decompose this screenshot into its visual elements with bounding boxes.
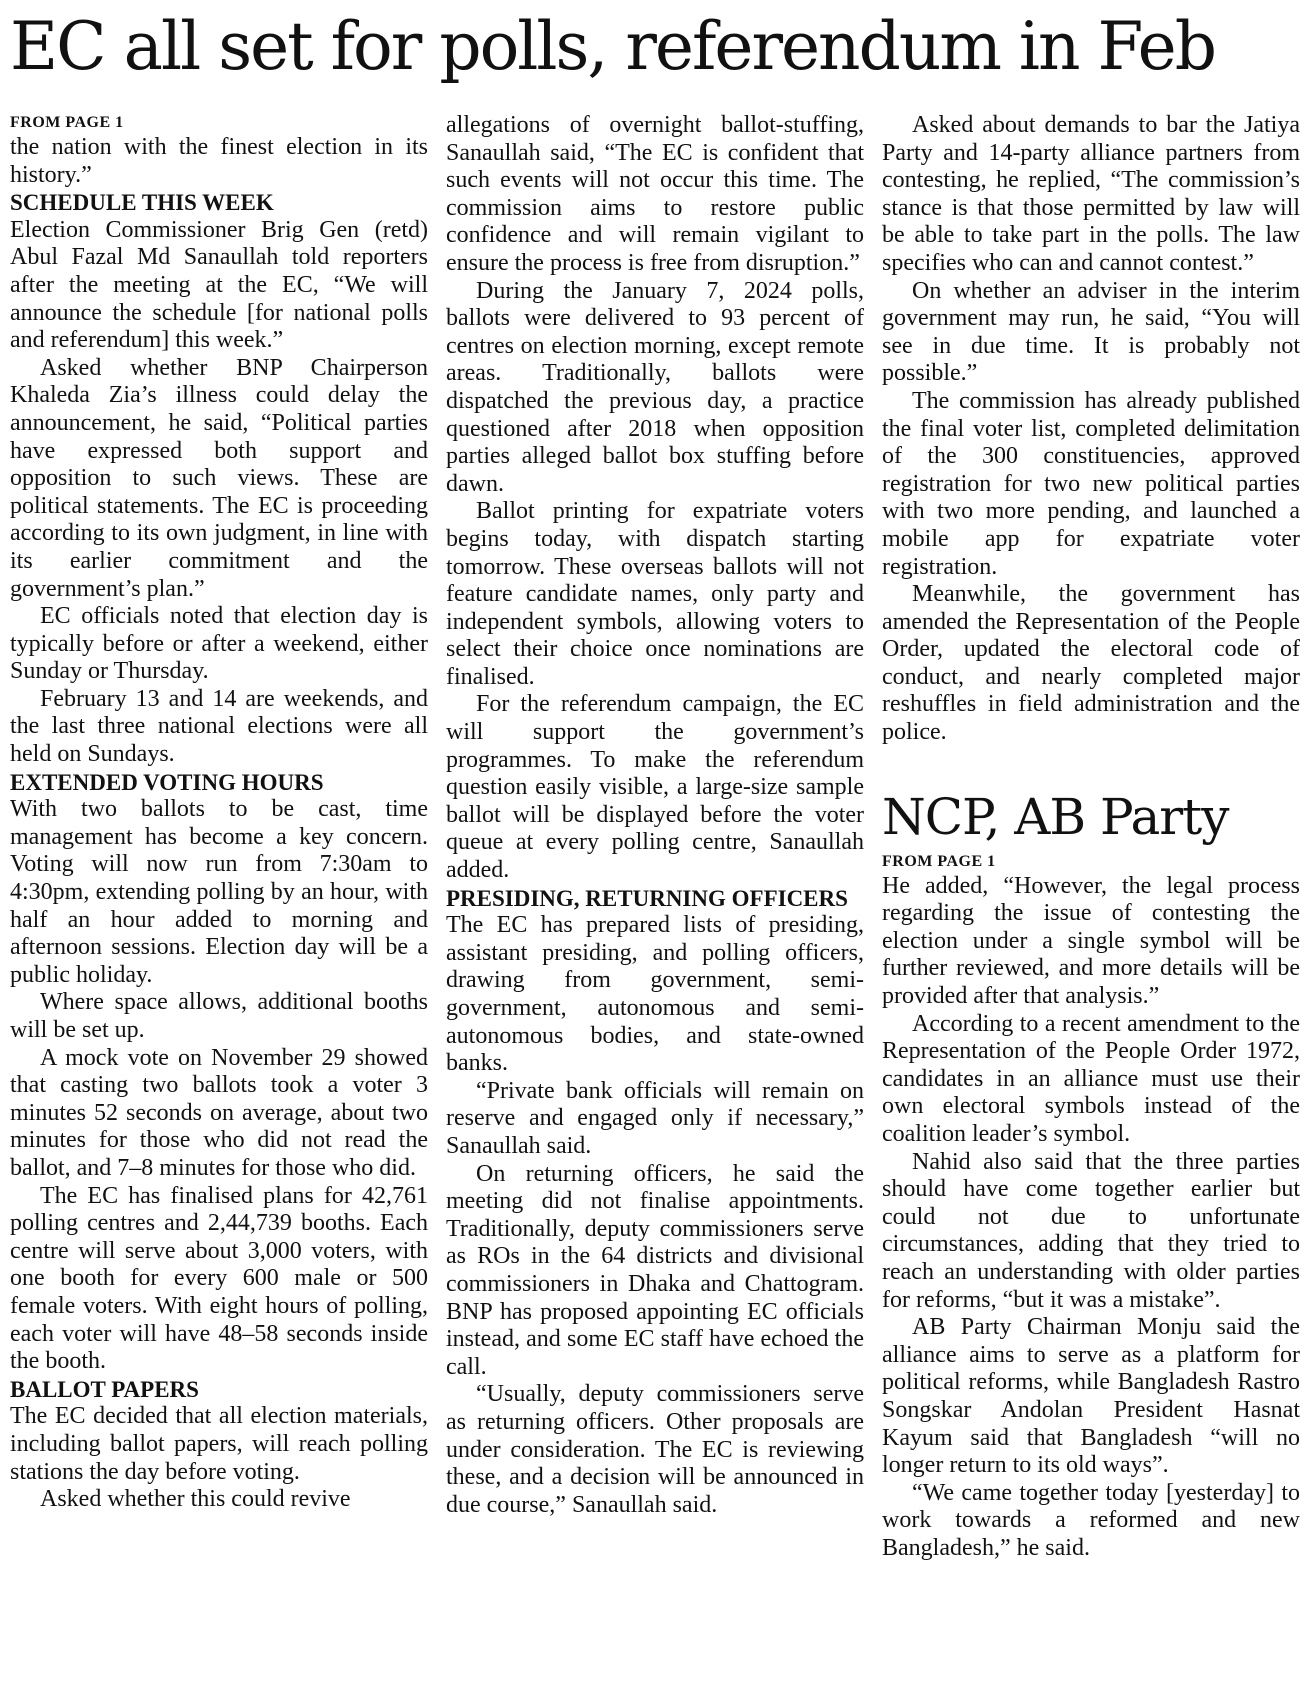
subheading-voting-hours: EXTENDED VOTING HOURS [10,769,324,795]
page-headline: EC all set for polls, referendum in Feb [10,8,1215,85]
paragraph: The EC has prepared lists of presiding, assistant presiding, and polling officers, drawing from government, semi-government, autonomous and semi-autonomous bodies, and state-owned banks. [446,912,864,1077]
paragraph: A mock vote on November 29 showed that casting two ballots took a voter 3 minutes 52 seconds on average, about two minutes for those who did not read the ballot, and 7–8 minutes for those who did. [10,1044,428,1181]
paragraph: Asked whether this could revive [40,1486,351,1513]
paragraph: EC officials noted that election day is typically before or after a weekend, either Sunday or Thursday. [10,603,428,685]
from-page-kicker: FROM PAGE 1 [10,114,124,131]
article-column-1 [10,112,428,1514]
subheading-schedule: SCHEDULE THIS WEEK [10,190,274,216]
paragraph: He added, “However, the legal process regarding the issue of contesting the election under a single symbol will be further reviewed, and more details will be provided after that analysis.” [882,872,1300,1010]
paragraph: The commission has already published the final voter list, completed delimitation of the 300 constituencies, approved registration for two new political parties with two more pending, and launched a mobile app for expatriate voter registration. [882,387,1300,580]
paragraph: Election Commissioner Brig Gen (retd) Abul Fazal Md Sanaullah told reporters after the meeting at the EC, “We will announce the schedule [for national polls and referendum] this week.” [10,216,428,354]
paragraph: For the referendum campaign, the EC will support the government’s programmes. To make the referendum question easily visible, a large-size sample ballot will be displayed before the voter queue at every polling centre, Sanaullah added. [446,691,864,884]
paragraph: February 13 and 14 are weekends, and the last three national elections were all held on Sundays. [10,685,428,768]
paragraph: The EC decided that all election materials, including ballot papers, will reach polling stations the day before voting. [10,1403,428,1485]
paragraph: On whether an adviser in the interim government may run, he said, “You will see in due time. It is probably not possible.” [882,277,1300,387]
subheading-officers: PRESIDING, RETURNING OFFICERS [446,885,848,911]
paragraph: “We came together today [yesterday] to work towards a reformed and new Bangladesh,” he said. [882,1479,1300,1561]
paragraph: Nahid also said that the three parties should have come together earlier but could not due to unfortunate circumstances, adding that they tried to reach an understanding with older parties for reforms, “but it was a mistake”. [882,1148,1300,1313]
paragraph: On returning officers, he said the meeting did not finalise appointments. Traditionally, deputy commissioners serve as ROs in the 64 districts and divisional commissioners in Dhaka and Chattogram. BNP has proposed appointing EC officials instead, and some EC staff have echoed the call. [446,1160,864,1380]
article-column-2 [446,112,864,1519]
paragraph: According to a recent amendment to the Representation of the People Order 1972, candidates in an alliance must use their own electoral symbols instead of the coalition leader’s symbol. [882,1010,1300,1147]
paragraph: Ballot printing for expatriate voters begins today, with dispatch starting tomorrow. These overseas ballots will not feature candidate names, only party and independent symbols, allowing voters to select their choice once nominations are finalised. [446,498,864,690]
paragraph: Meanwhile, the government has amended the Representation of the People Order, updated the electoral code of conduct, and nearly completed major reshuffles in field administration and the police. [882,581,1300,746]
subheading-ballot-papers: BALLOT PAPERS [10,1376,199,1402]
paragraph: “Usually, deputy commissioners serve as returning officers. Other proposals are under consideration. The EC is reviewing these, and a decision will be announced in due course,” Sanaullah said. [446,1381,864,1518]
paragraph: allegations of overnight ballot-stuffing, Sanaullah said, “The EC is confident that such events will not occur this time. The commission aims to restore public confidence and will remain vigilant to ensure the process is free from disruption.” [446,112,864,276]
article-column-3 [882,112,1300,1563]
paragraph: the nation with the finest election in its history.” [10,134,428,188]
paragraph: With two ballots to be cast, time management has become a key concern. Voting will now run from 7:30am to 4:30pm, extending polling by an hour, with half an hour added to morning and afternoon sessions. Election day will be a public holiday. [10,796,428,988]
paragraph: Where space allows, additional booths will be set up. [10,989,428,1043]
paragraph: AB Party Chairman Monju said the alliance aims to serve as a platform for political reforms, while Bangladesh Rastro Songskar Andolan President Hasnat Kayum said that Bangladesh “will no longer return to its old ways”. [882,1314,1300,1479]
paragraph: Asked about demands to bar the Jatiya Party and 14-party alliance partners from contesting, he replied, “The commission’s stance is that those permitted by law will be able to take part in the polls. The law specifies who can and cannot contest.” [882,112,1300,276]
paragraph: “Private bank officials will remain on reserve and engaged only if necessary,” Sanaullah said. [446,1077,864,1159]
paragraph: Asked whether BNP Chairperson Khaleda Zia’s illness could delay the announcement, he said, “Political parties have expressed both support and opposition to such views. These are political statements. The EC is proceeding according to its own judgment, in line with its earlier commitment and the government’s plan.” [10,354,428,602]
paragraph: During the January 7, 2024 polls, ballots were delivered to 93 percent of centres on election morning, except remote areas. Traditionally, ballots were dispatched the previous day, a practice questioned after 2018 when opposition parties alleged ballot box stuffing before dawn. [446,277,864,497]
paragraph: The EC has finalised plans for 42,761 polling centres and 2,44,739 booths. Each centre will serve about 3,000 voters, with one booth for every 600 male or 500 female voters. With eight hours of polling, each voter will have 48–58 seconds inside the booth. [10,1182,428,1375]
story2-headline: NCP, AB Party [882,787,1229,846]
from-page-kicker: FROM PAGE 1 [882,852,996,870]
